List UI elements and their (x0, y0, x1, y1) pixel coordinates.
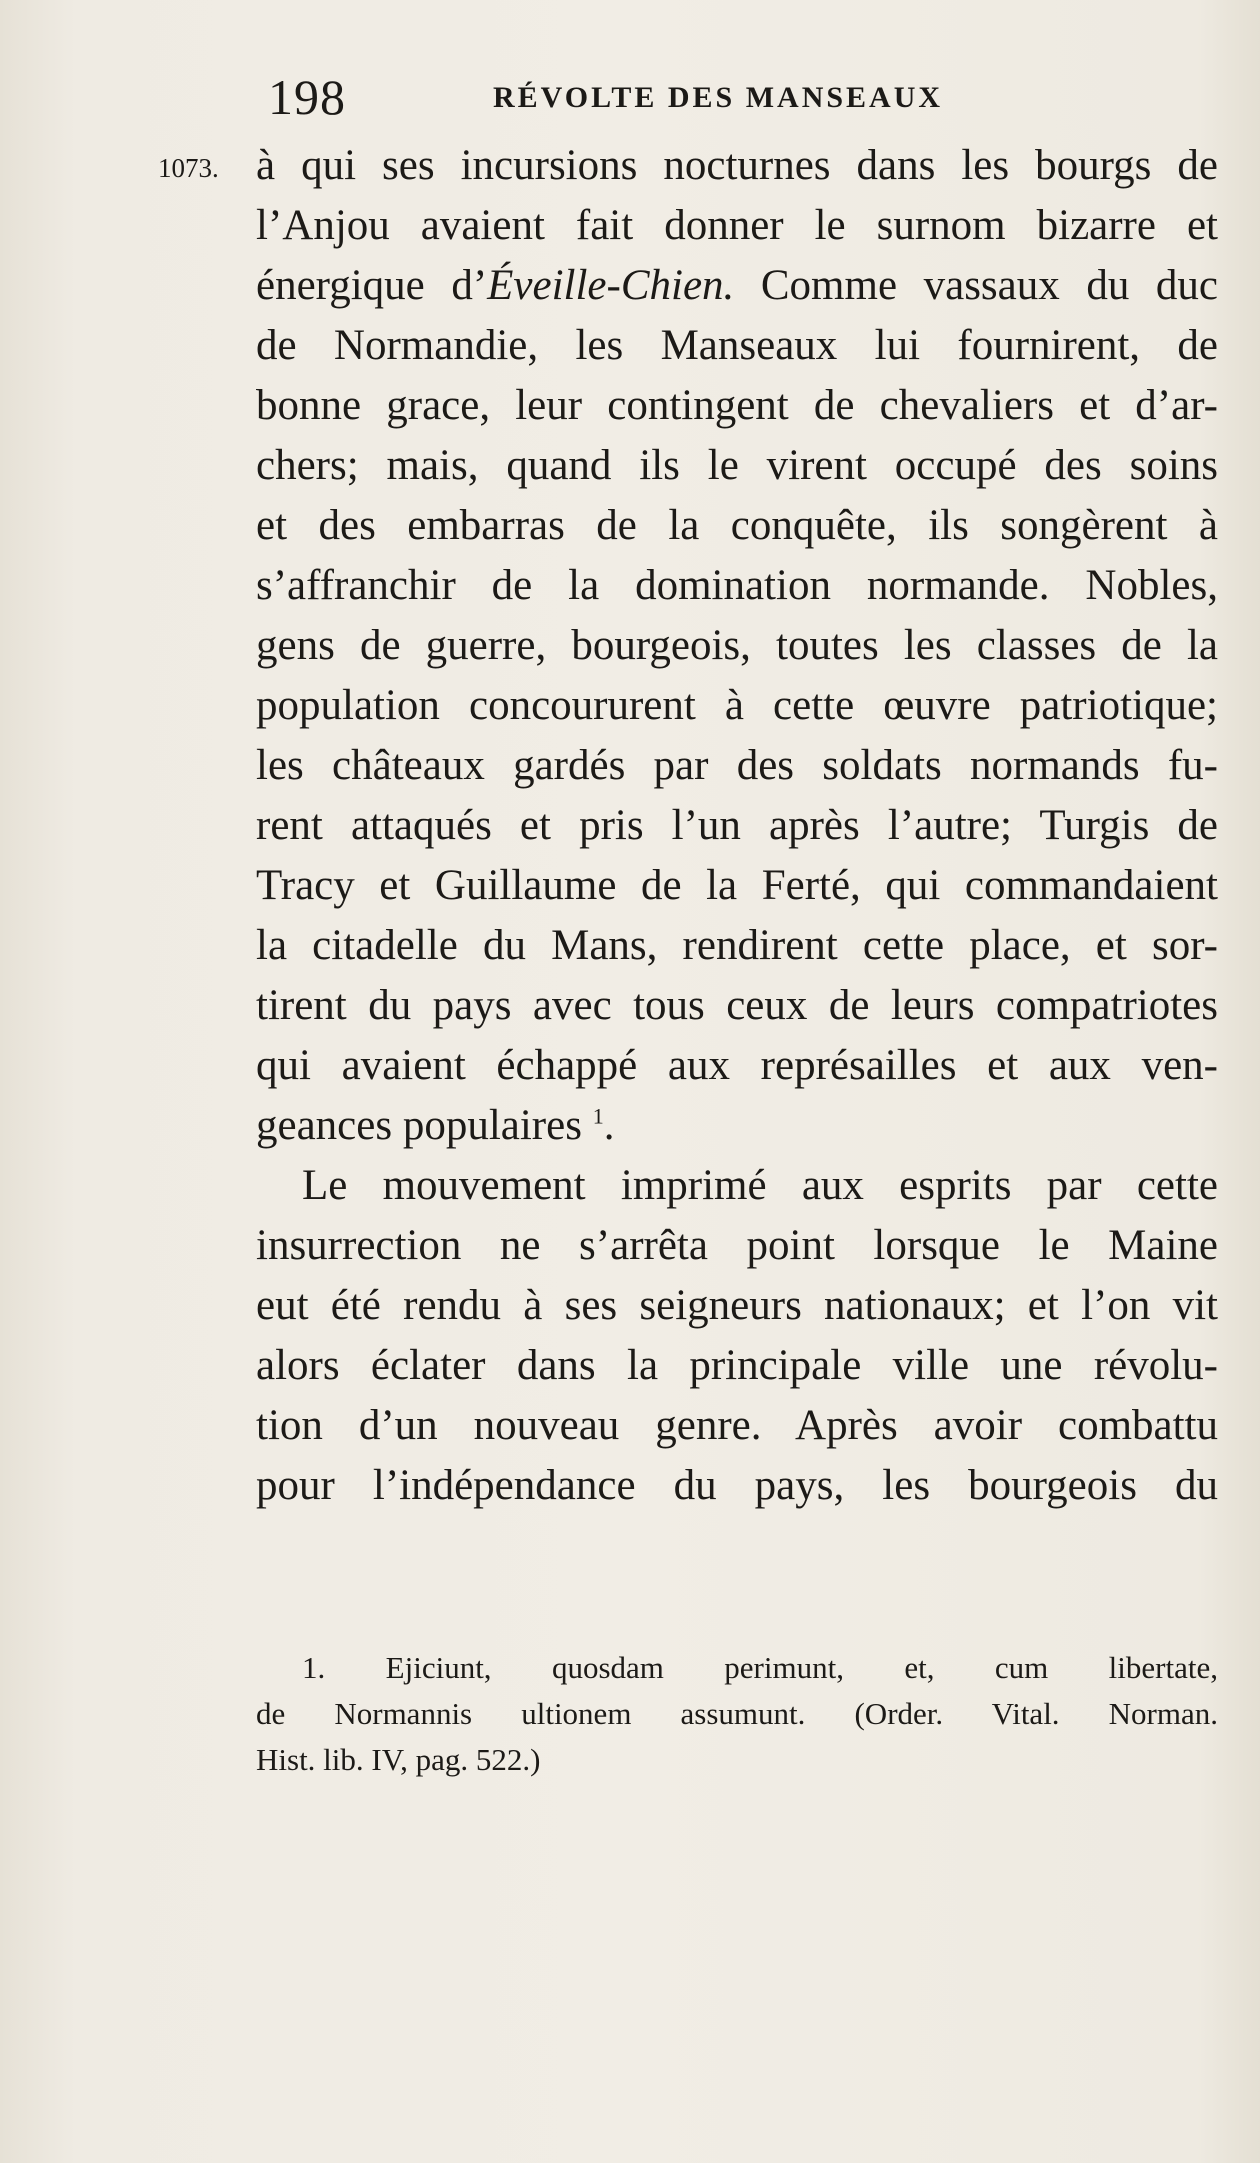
text-line: Tracy et Guillaume de la Ferté, qui commandaient (256, 862, 1218, 909)
text-segment: geances populaires (256, 1102, 582, 1149)
text-line: à qui ses incursions nocturnes dans les bourgs de (256, 142, 1218, 189)
margin-year: 1073. (158, 153, 219, 183)
text-line (256, 256, 1218, 316)
text-line: s’affranchir de la domination normande. Nobles, (256, 562, 1218, 609)
text-segment: Comme vassaux du duc (734, 262, 1218, 309)
page-number: 198 (268, 69, 346, 125)
running-head: RÉVOLTE DES MANSEAUX (493, 81, 944, 114)
text-line: tion d’un nouveau genre. Après avoir combattu (256, 1402, 1218, 1449)
text-line: gens de guerre, bourgeois, toutes les classes de la (256, 622, 1218, 669)
text-line: chers; mais, quand ils le virent occupé des soins (256, 442, 1218, 489)
footnote-reference: 1 (592, 1103, 604, 1129)
text-line: qui avaient échappé aux représailles et aux ven- (256, 1042, 1218, 1089)
footnote-line: Hist. lib. IV, pag. 522.) (256, 1742, 541, 1777)
text-line: Le mouvement imprimé aux esprits par cette (302, 1162, 1218, 1209)
page-header (258, 62, 998, 132)
footnote-line: de Normannis ultionem assumunt. (Order. Vital. Norman. (256, 1696, 1218, 1731)
text-line: rent attaqués et pris l’un après l’autre; Turgis de (256, 802, 1218, 849)
text-segment: . (603, 1102, 615, 1149)
text-line: l’Anjou avaient fait donner le surnom bizarre et (256, 202, 1218, 249)
footnotes (256, 1645, 1218, 1783)
text-line: population concoururent à cette œuvre patriotique; (256, 682, 1218, 729)
text-line: la citadelle du Mans, rendirent cette place, et sor- (256, 922, 1218, 969)
body-text (256, 136, 1218, 1516)
text-segment: énergique d’ (256, 262, 488, 309)
text-line: insurrection ne s’arrêta point lorsque le Maine (256, 1222, 1218, 1269)
text-line (256, 1096, 1218, 1156)
text-line: de Normandie, les Manseaux lui fournirent, de (256, 322, 1218, 369)
text-line: et des embarras de la conquête, ils songèrent à (256, 502, 1218, 549)
text-line: bonne grace, leur contingent de chevaliers et d’ar- (256, 382, 1218, 429)
text-line: pour l’indépendance du pays, les bourgeois du (256, 1462, 1218, 1509)
nickname-italic: Éveille-Chien. (487, 262, 735, 309)
text-line: les châteaux gardés par des soldats normands fu- (256, 742, 1218, 789)
footnote-line: 1. Ejiciunt, quosdam perimunt, et, cum libertate, (302, 1650, 1218, 1685)
text-line: tirent du pays avec tous ceux de leurs compatriotes (256, 982, 1218, 1029)
text-line: eut été rendu à ses seigneurs nationaux; et l’on vit (256, 1282, 1218, 1329)
text-line: alors éclater dans la principale ville une révolu- (256, 1342, 1218, 1389)
